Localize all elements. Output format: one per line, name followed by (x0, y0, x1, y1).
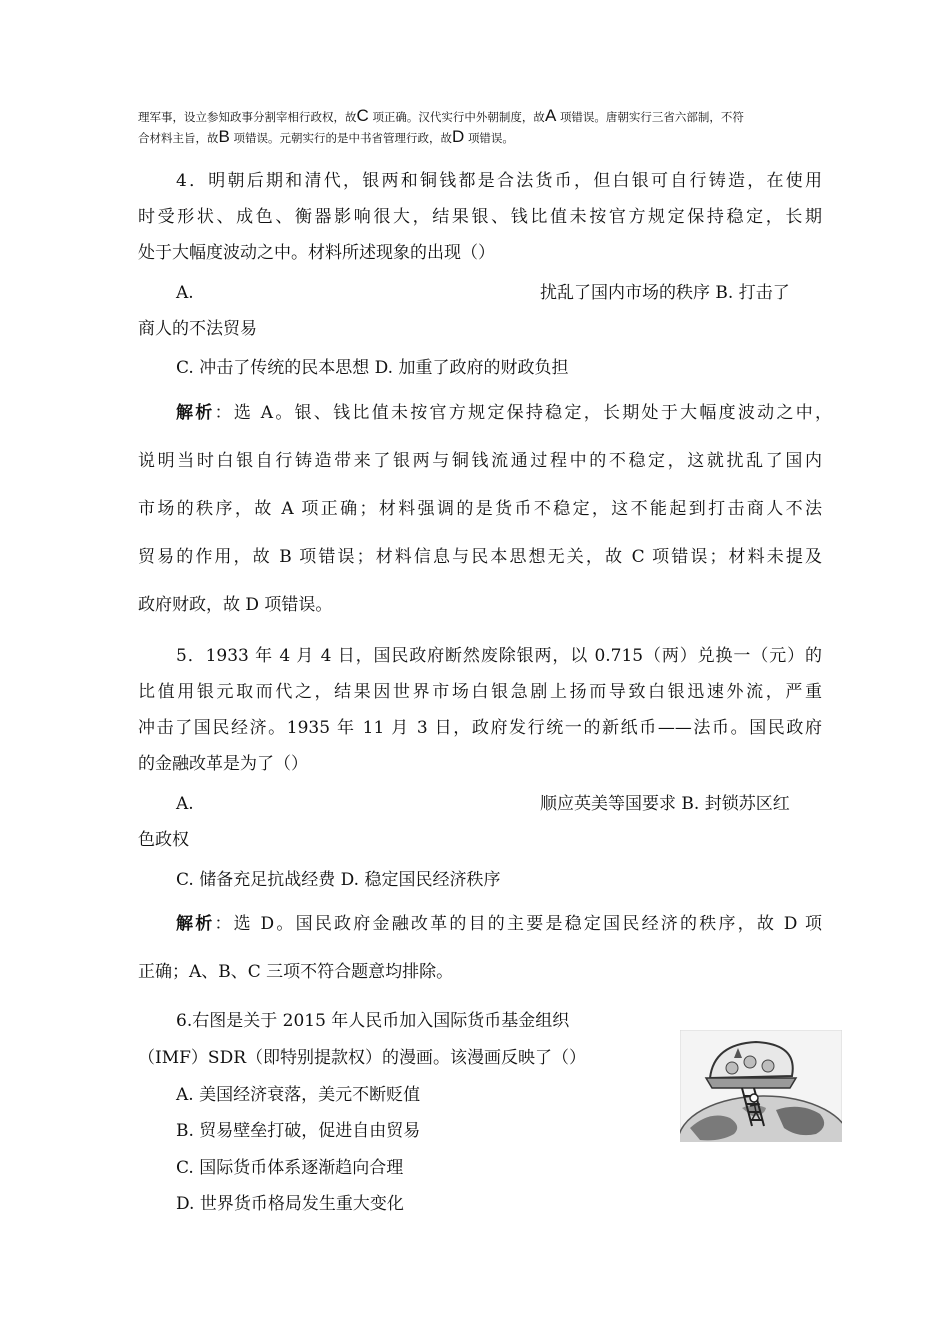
q6-option-a: A. 美国经济衰落，美元不断贬值 (176, 1085, 421, 1105)
analysis-text: ：选 A。银、钱比值未按官方规定保持稳定，长期处于大幅度波动之中， (214, 403, 833, 423)
q4-analysis-line-4: 贸易的作用，故 B 项错误；材料信息与民本思想无关，故 C 项错误；材料未提及 (138, 547, 822, 567)
q5-analysis-line-2: 正确；A、B、C 三项不符合题意均排除。 (138, 962, 454, 982)
q4-stem-line-1: 4．明朝后期和清代，银两和铜钱都是合法货币，但白银可自行铸造，在使用 (176, 171, 822, 191)
q4-analysis-line-3: 市场的秩序，故 A 项正确；材料强调的是货币不稳定，这不能起到打击商人不法 (138, 499, 822, 519)
q4-option-ab-cont: 商人的不法贸易 (138, 319, 257, 339)
q4-analysis-line-1 (176, 401, 832, 425)
q5-option-cd: C. 储备充足抗战经费 D. 稳定国民经济秩序 (176, 870, 501, 890)
analysis-text: ：选 D。国民政府金融改革的目的主要是稳定国民经济的秩序，故 D 项 (214, 914, 822, 934)
q5-stem-line-2: 比值用银元取而代之，结果因世界市场白银急剧上扬而导致白银迅速外流，严重 (138, 682, 822, 702)
prev-analysis-line-1 (138, 105, 828, 128)
q5-option-a-letter: A. (176, 794, 194, 814)
option-letter: C (356, 106, 369, 125)
prev-analysis-text: 合材料主旨，故 (138, 131, 219, 145)
q6-option-c: C. 国际货币体系逐渐趋向合理 (176, 1158, 404, 1178)
prev-analysis-text: 项错误。 (467, 131, 514, 145)
prev-analysis-text: 理军事，设立参知政事分割宰相行政权，故 (138, 110, 357, 124)
q5-stem-line-1: 5．1933 年 4 月 4 日，国民政府断然废除银两，以 0.715（两）兑换一（元）的 (176, 646, 822, 666)
q5-stem-line-4: 的金融改革是为了（） (138, 754, 308, 774)
q5-option-ab-cont: 色政权 (138, 830, 189, 850)
q6-option-d: D. 世界货币格局发生重大变化 (176, 1194, 404, 1214)
prev-analysis-line-2 (138, 126, 828, 149)
option-letter: A (544, 106, 557, 125)
q4-option-a-letter: A. (176, 283, 194, 303)
prev-analysis-text: 项错误。唐朝实行三省六部制，不符 (559, 110, 744, 124)
q4-stem-line-2: 时受形状、成色、衡器影响很大，结果银、钱比值未按官方规定保持稳定，长期 (138, 207, 822, 227)
analysis-label: 解析 (176, 914, 215, 934)
option-letter: B (218, 127, 230, 146)
q5-stem-line-3: 冲击了国民经济。1935 年 11 月 3 日，政府发行统一的新纸币——法币。国民政府 (138, 718, 822, 738)
q5-analysis-line-1 (176, 912, 822, 936)
q6-option-b: B. 贸易壁垒打破，促进自由贸易 (176, 1121, 421, 1141)
q4-analysis-line-5: 政府财政，故 D 项错误。 (138, 595, 333, 615)
prev-analysis-text: 项正确。汉代实行中外朝制度，故 (372, 110, 545, 124)
q6-stem-line-1: 6.右图是关于 2015 年人民币加入国际货币基金组织 (176, 1011, 570, 1031)
q4-option-cd: C. 冲击了传统的民本思想 D. 加重了政府的财政负担 (176, 358, 569, 378)
q4-analysis-line-2: 说明当时白银自行铸造带来了银两与铜钱流通过程中的不稳定，这就扰乱了国内 (138, 451, 822, 471)
analysis-label: 解析 (176, 403, 215, 423)
cartoon-image (680, 1030, 842, 1142)
q6-stem-line-2: （IMF）SDR（即特别提款权）的漫画。该漫画反映了（） (138, 1048, 586, 1068)
prev-analysis-text: 项错误。元朝实行的是中书省管理行政，故 (233, 131, 452, 145)
option-letter: D (452, 127, 465, 146)
q5-option-ab: 顺应英美等国要求 B. 封锁苏区红 (540, 794, 790, 814)
q4-option-ab: 扰乱了国内市场的秩序 B. 打击了 (540, 283, 790, 303)
q4-stem-line-3: 处于大幅度波动之中。材料所述现象的出现（） (138, 243, 495, 263)
